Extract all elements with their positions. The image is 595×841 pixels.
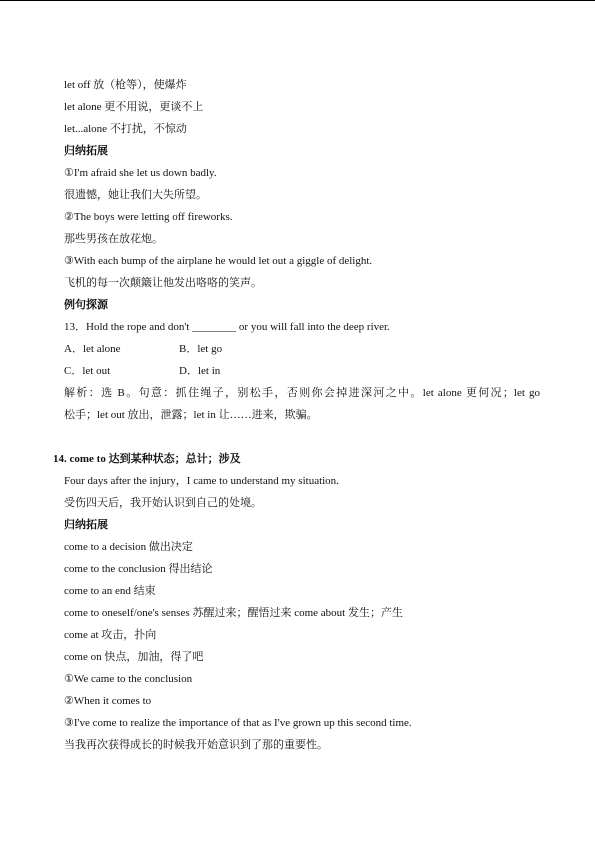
phrase-come-on: come on 快点，加油，得了吧 bbox=[64, 651, 204, 663]
phrase-come-to-oneself: come to oneself/one's senses 苏醒过来；醒悟过来 come about 发生；产生 bbox=[64, 607, 403, 619]
section-heading-source: 例句探源 bbox=[64, 299, 108, 311]
section-heading-expand: 归纳拓展 bbox=[64, 145, 108, 157]
example-3-zh: 飞机的每一次颠簸让他发出咯咯的笑声。 bbox=[64, 277, 262, 289]
example-2-zh: 那些男孩在放花炮。 bbox=[64, 233, 163, 245]
phrase-come-to-conclusion: come to the conclusion 得出结论 bbox=[64, 563, 213, 575]
section-heading-expand-2: 归纳拓展 bbox=[64, 519, 108, 531]
phrase-let-off: let off 放（枪等），使爆炸 bbox=[64, 79, 187, 91]
phrase-let-alone: let alone 更不用说，更谈不上 bbox=[64, 101, 204, 113]
explanation-line-2: 松手；let out 放出，泄露；let in 让……进来，欺骗。 bbox=[64, 409, 318, 421]
explanation-line-1: 解析：选 B。句意：抓住绳子，别松手，否则你会掉进深河之中。let alone 更何况；let go bbox=[64, 387, 540, 399]
phrase-come-to-end: come to an end 结束 bbox=[64, 585, 156, 597]
note-3-en: ③I've come to realize the importance of that as I've grown up this second time. bbox=[64, 717, 412, 729]
option-d: D．let in bbox=[179, 365, 221, 377]
phrase-let-alone-sep: let...alone 不打扰，不惊动 bbox=[64, 123, 187, 135]
come-to-example-zh: 受伤四天后，我开始认识到自己的处境。 bbox=[64, 497, 262, 509]
note-3-zh: 当我再次获得成长的时候我开始意识到了那的重要性。 bbox=[64, 739, 328, 751]
option-c: C．let out bbox=[64, 365, 111, 377]
phrase-come-to-decision: come to a decision 做出决定 bbox=[64, 541, 193, 553]
heading-come-to: 14. come to 达到某种状态；总计；涉及 bbox=[53, 453, 241, 465]
example-3-en: ③With each bump of the airplane he would let out a giggle of delight. bbox=[64, 255, 373, 267]
example-1-zh: 很遗憾，她让我们大失所望。 bbox=[64, 189, 207, 201]
note-2: ②When it comes to bbox=[64, 695, 152, 707]
phrase-come-at: come at 攻击，扑向 bbox=[64, 629, 157, 641]
option-a: A．let alone bbox=[64, 343, 121, 355]
question-13: 13．Hold the rope and don't ________ or you will fall into the deep river. bbox=[64, 321, 390, 333]
example-1-en: ①I'm afraid she let us down badly. bbox=[64, 167, 217, 179]
note-1: ①We came to the conclusion bbox=[64, 673, 193, 685]
example-2-en: ②The boys were letting off fireworks. bbox=[64, 211, 233, 223]
come-to-example-en: Four days after the injury，I came to understand my situation. bbox=[64, 475, 339, 487]
option-b: B．let go bbox=[179, 343, 223, 355]
